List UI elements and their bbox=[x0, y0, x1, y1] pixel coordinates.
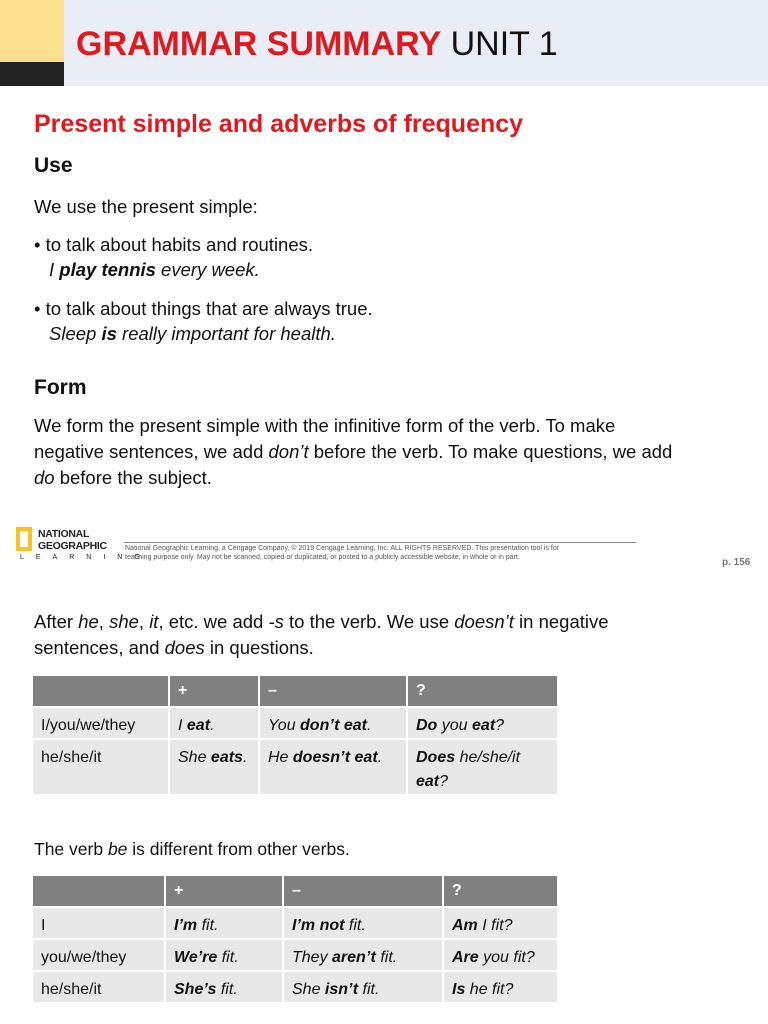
title-unit: UNIT 1 bbox=[450, 25, 558, 63]
text: is different from other verbs. bbox=[127, 839, 350, 859]
subject-cell: I bbox=[33, 907, 165, 939]
use-example-1 bbox=[49, 257, 260, 283]
emphasis-text: eat bbox=[472, 717, 496, 734]
example-text: every week. bbox=[155, 259, 260, 280]
negative-cell bbox=[259, 739, 407, 795]
form-heading: Form bbox=[34, 376, 87, 399]
emphasis-text: doesn’t eat bbox=[292, 749, 378, 766]
example-text: He bbox=[268, 749, 293, 766]
logo-line: NATIONAL bbox=[38, 528, 90, 540]
emphasis-text: aren’t bbox=[332, 949, 376, 966]
text: before the subject. bbox=[54, 467, 212, 488]
example-text: You bbox=[268, 717, 301, 734]
emphasis-text: Am bbox=[452, 917, 478, 934]
text: , bbox=[138, 611, 150, 632]
use-bullet-1: • to talk about habits and routines. bbox=[34, 234, 314, 255]
after-line-2 bbox=[34, 635, 314, 661]
subject-cell: he/she/it bbox=[33, 739, 169, 795]
use-intro: We use the present simple: bbox=[34, 196, 258, 217]
table-row bbox=[33, 907, 557, 939]
table-row bbox=[33, 739, 557, 795]
question-cell bbox=[443, 907, 557, 939]
page-number: p. 156 bbox=[722, 557, 751, 568]
example-text: fit. bbox=[216, 981, 238, 998]
example-text: fit. bbox=[344, 917, 366, 934]
example-text: you bbox=[437, 717, 473, 734]
example-text: fit. bbox=[217, 949, 239, 966]
form-line-2 bbox=[34, 439, 672, 465]
text-italic: be bbox=[107, 839, 128, 859]
example-text: ? bbox=[495, 717, 505, 734]
form-line-1: We form the present simple with the infinitive form of the verb. To make bbox=[34, 415, 616, 436]
example-text: I bbox=[178, 717, 187, 734]
logo-learning: LEARNING bbox=[20, 554, 152, 561]
emphasis-text: don’t eat bbox=[300, 717, 367, 734]
example-text: fit. bbox=[375, 949, 398, 966]
text-italic: does bbox=[164, 637, 205, 658]
column-header-positive: + bbox=[169, 676, 259, 707]
positive-cell bbox=[165, 971, 283, 1003]
example-bold: play tennis bbox=[59, 259, 156, 280]
example-text: he/she/it bbox=[455, 749, 521, 766]
column-header-positive: + bbox=[165, 876, 283, 907]
example-text: really important for health. bbox=[116, 323, 336, 344]
positive-cell bbox=[165, 907, 283, 939]
column-header bbox=[33, 676, 169, 707]
logo-wordmark bbox=[38, 528, 107, 552]
column-header-question: ? bbox=[443, 876, 557, 907]
nat-geo-logo-icon bbox=[16, 527, 32, 551]
text: in questions. bbox=[204, 637, 314, 658]
text-italic: she bbox=[109, 611, 139, 632]
question-cell bbox=[407, 739, 557, 795]
emphasis-text: She’s bbox=[174, 981, 217, 998]
column-header-question: ? bbox=[407, 676, 557, 707]
negative-cell bbox=[259, 707, 407, 739]
table-header-row bbox=[33, 876, 557, 907]
verb-be-table bbox=[33, 876, 557, 1004]
example-text: She bbox=[292, 981, 325, 998]
negative-cell bbox=[283, 907, 443, 939]
after-line-1 bbox=[34, 609, 609, 635]
emphasis-text: eats bbox=[210, 749, 243, 766]
column-header bbox=[33, 876, 165, 907]
be-intro bbox=[34, 836, 350, 862]
use-example-2 bbox=[49, 321, 336, 347]
text-italic: he bbox=[78, 611, 99, 632]
logo-line: GEOGRAPHIC bbox=[38, 540, 107, 552]
emphasis-text: Are bbox=[452, 949, 479, 966]
column-header-negative: – bbox=[283, 876, 443, 907]
example-text: fit. bbox=[358, 981, 380, 998]
positive-cell bbox=[169, 739, 259, 795]
example-text: . bbox=[377, 749, 383, 766]
text-italic: -s bbox=[268, 611, 284, 632]
example-bold: is bbox=[101, 323, 117, 344]
text-italic: do bbox=[34, 467, 55, 488]
emphasis-text: I’m not bbox=[292, 917, 345, 934]
footer-divider bbox=[124, 542, 636, 543]
text: , etc. we add bbox=[158, 611, 269, 632]
table-row bbox=[33, 939, 557, 971]
example-text: . bbox=[210, 717, 215, 734]
present-simple-table bbox=[33, 676, 557, 796]
copyright-line: teaching purpose only. May not be scanned, copied or duplicated, or posted to a publicly accessible website, in whole or in part. bbox=[125, 554, 520, 561]
emphasis-text: Is bbox=[452, 981, 466, 998]
emphasis-text: eat bbox=[186, 717, 211, 734]
emphasis-text: isn’t bbox=[324, 981, 359, 998]
positive-cell bbox=[169, 707, 259, 739]
emphasis-text: I’m bbox=[174, 917, 198, 934]
example-text: I bbox=[49, 259, 60, 280]
negative-cell bbox=[283, 939, 443, 971]
page-title bbox=[76, 22, 558, 66]
header-accent-black bbox=[0, 62, 64, 86]
subject-cell: you/we/they bbox=[33, 939, 165, 971]
table-header-row bbox=[33, 676, 557, 707]
text-italic: don’t bbox=[268, 441, 309, 462]
question-cell bbox=[443, 971, 557, 1003]
emphasis-text: We’re bbox=[174, 949, 218, 966]
column-header-negative: – bbox=[259, 676, 407, 707]
example-text: he fit? bbox=[465, 981, 514, 998]
text-italic: it bbox=[149, 611, 159, 632]
text: to the verb. We use bbox=[283, 611, 455, 632]
text: in negative bbox=[513, 611, 609, 632]
text: sentences, and bbox=[34, 637, 165, 658]
table-row bbox=[33, 971, 557, 1003]
example-text: . bbox=[242, 749, 248, 766]
section-title: Present simple and adverbs of frequency bbox=[34, 110, 524, 138]
text: The verb bbox=[34, 839, 108, 859]
subject-cell: I/you/we/they bbox=[33, 707, 169, 739]
copyright-notice bbox=[125, 544, 635, 562]
text-italic: doesn’t bbox=[454, 611, 514, 632]
title-grammar-summary: GRAMMAR SUMMARY bbox=[76, 25, 442, 63]
emphasis-text: Do bbox=[416, 717, 438, 734]
table-row bbox=[33, 707, 557, 739]
example-text: Sleep bbox=[49, 323, 102, 344]
use-bullet-2: • to talk about things that are always true. bbox=[34, 298, 373, 319]
question-cell bbox=[443, 939, 557, 971]
example-text: fit. bbox=[197, 917, 219, 934]
header-accent-yellow bbox=[0, 0, 64, 62]
text: negative sentences, we add bbox=[34, 441, 269, 462]
emphasis-text: Does bbox=[416, 749, 456, 766]
text: After bbox=[34, 611, 79, 632]
copyright-line: National Geographic Learning, a Cengage Company. © 2019 Cengage Learning, Inc. ALL RIGHTS RESERVED. This presentation tool is for bbox=[125, 545, 560, 552]
text: before the verb. To make questions, we add bbox=[308, 441, 673, 462]
use-heading: Use bbox=[34, 154, 73, 177]
emphasis-text: eat bbox=[416, 773, 440, 790]
question-cell bbox=[407, 707, 557, 739]
text: , bbox=[98, 611, 110, 632]
example-text: ? bbox=[439, 773, 449, 790]
subject-cell: he/she/it bbox=[33, 971, 165, 1003]
example-text: They bbox=[292, 949, 333, 966]
form-line-3 bbox=[34, 465, 212, 491]
example-text: She bbox=[178, 749, 211, 766]
positive-cell bbox=[165, 939, 283, 971]
example-text: I fit? bbox=[477, 917, 513, 934]
negative-cell bbox=[283, 971, 443, 1003]
example-text: . bbox=[366, 717, 372, 734]
example-text: you fit? bbox=[478, 949, 535, 966]
